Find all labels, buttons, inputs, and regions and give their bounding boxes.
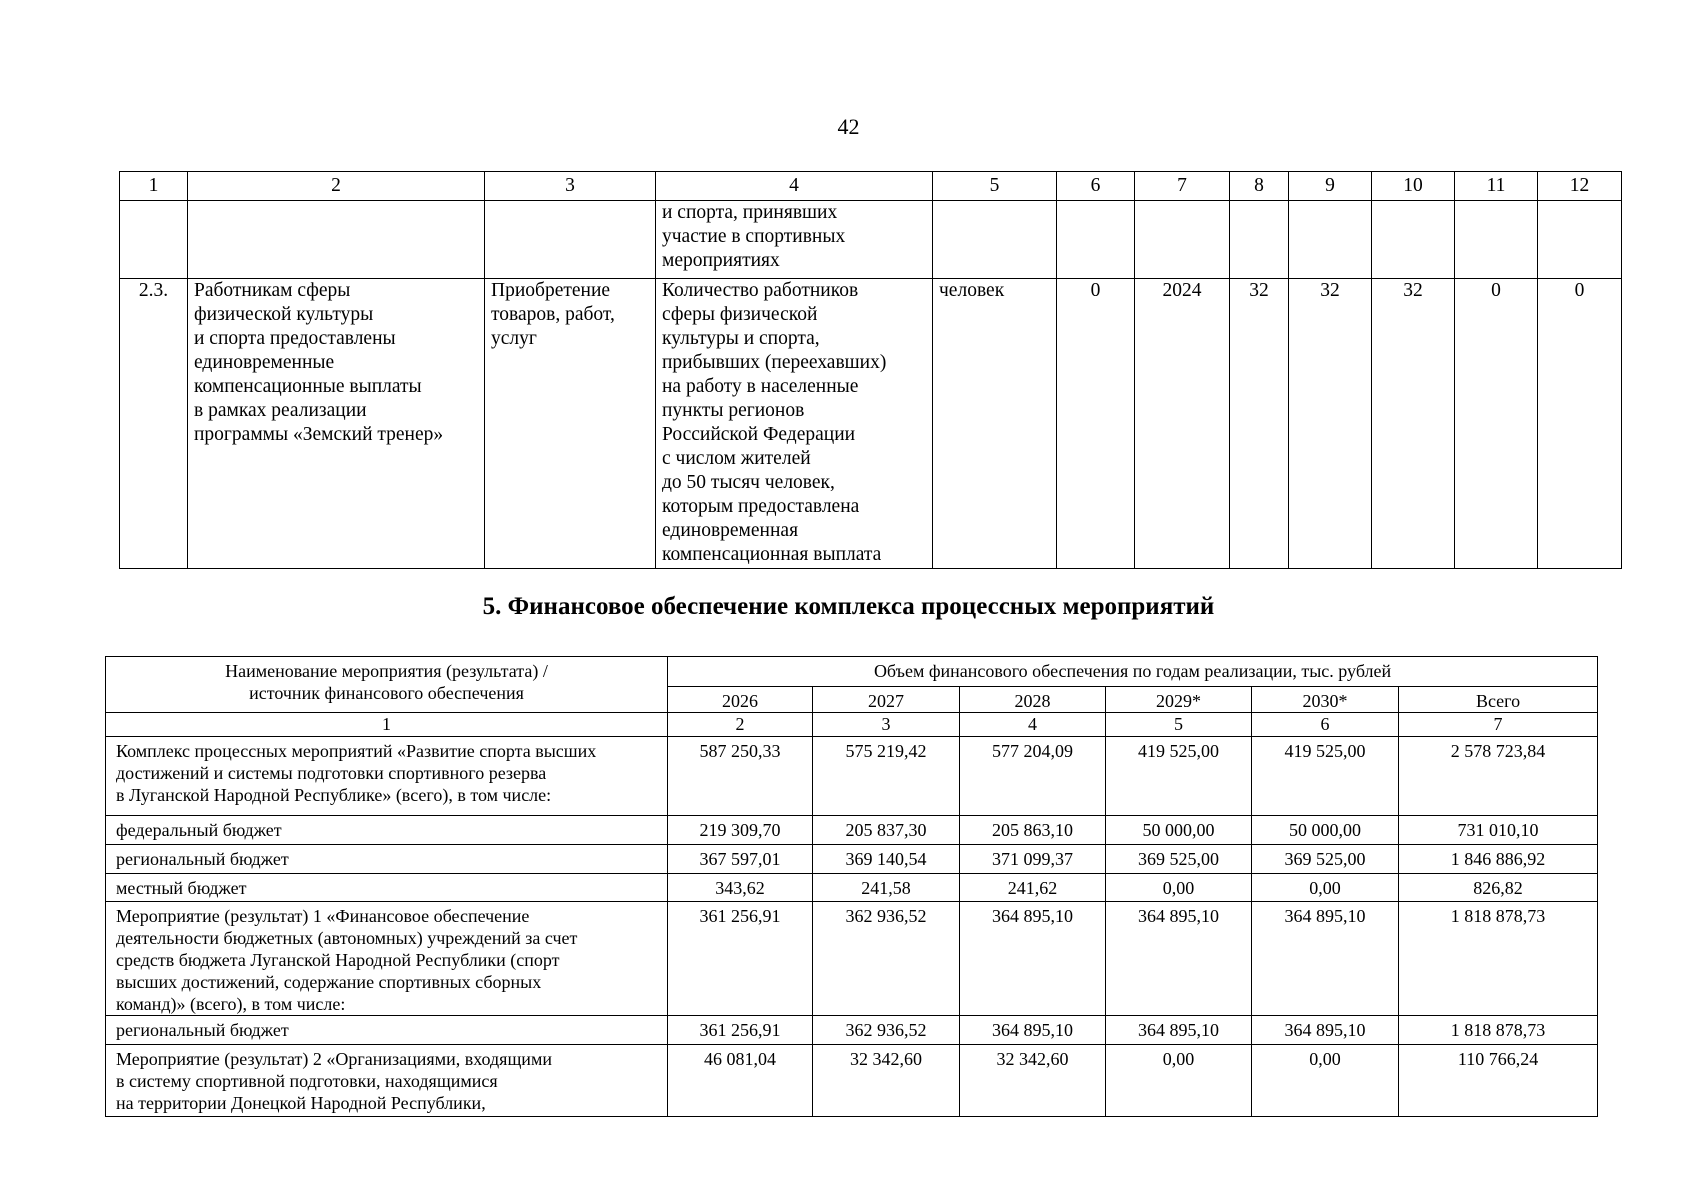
table-row bbox=[106, 1016, 1598, 1045]
value-cell: 0,00 bbox=[1252, 874, 1399, 902]
column-number: 3 bbox=[485, 172, 656, 201]
column-number: 2 bbox=[668, 713, 813, 737]
table-cell bbox=[1135, 201, 1230, 279]
table-cell bbox=[1538, 201, 1622, 279]
value-cell: 364 895,10 bbox=[1252, 1016, 1399, 1045]
column-number: 1 bbox=[120, 172, 188, 201]
year-cell: 2024 bbox=[1135, 279, 1230, 569]
column-number: 9 bbox=[1289, 172, 1372, 201]
total-header: Всего bbox=[1399, 687, 1598, 713]
table-cell bbox=[1057, 201, 1135, 279]
value-cell: 32 342,60 bbox=[813, 1045, 960, 1117]
indicator-cell: и спорта, принявших участие в спортивных мероприятиях bbox=[656, 201, 933, 279]
table-cell bbox=[120, 201, 188, 279]
year-header: 2030* bbox=[1252, 687, 1399, 713]
value-cell: 367 597,01 bbox=[668, 845, 813, 874]
value-cell: 205 863,10 bbox=[960, 816, 1106, 845]
column-number: 8 bbox=[1230, 172, 1289, 201]
column-number: 3 bbox=[813, 713, 960, 737]
column-number: 11 bbox=[1455, 172, 1538, 201]
table-cell bbox=[1230, 201, 1289, 279]
value-cell: 219 309,70 bbox=[668, 816, 813, 845]
total-cell: 731 010,10 bbox=[1399, 816, 1598, 845]
value-cell: 362 936,52 bbox=[813, 902, 960, 1016]
row-name: Комплекс процессных мероприятий «Развитие спорта высших достижений и системы подготовки спортивного резерва в Луганской Народной Республике» (всего), в том числе: bbox=[106, 737, 668, 816]
table-row bbox=[106, 737, 1598, 816]
value-cell: 0 bbox=[1057, 279, 1135, 569]
column-number: 4 bbox=[656, 172, 933, 201]
value-cell: 0,00 bbox=[1106, 1045, 1252, 1117]
table-cell bbox=[1372, 201, 1455, 279]
volume-header: Объем финансового обеспечения по годам реализации, тыс. рублей bbox=[668, 657, 1598, 687]
row-name: региональный бюджет bbox=[106, 1016, 668, 1045]
column-number: 6 bbox=[1252, 713, 1399, 737]
row-name: региональный бюджет bbox=[106, 845, 668, 874]
value-cell: 362 936,52 bbox=[813, 1016, 960, 1045]
column-number: 1 bbox=[106, 713, 668, 737]
task-cell: Работникам сферы физической культуры и спорта предоставлены единовременные компенсационные выплаты в рамках реализации программы «Земский тренер» bbox=[188, 279, 485, 569]
row-name: федеральный бюджет bbox=[106, 816, 668, 845]
row-name: Мероприятие (результат) 2 «Организациями, входящими в систему спортивной подготовки, находящимися на территории Донецкой Народной Республики, bbox=[106, 1045, 668, 1117]
value-cell: 419 525,00 bbox=[1252, 737, 1399, 816]
value-cell: 343,62 bbox=[668, 874, 813, 902]
year-header: 2027 bbox=[813, 687, 960, 713]
column-number-row bbox=[106, 713, 1598, 737]
value-cell: 361 256,91 bbox=[668, 902, 813, 1016]
value-cell: 587 250,33 bbox=[668, 737, 813, 816]
value-cell: 364 895,10 bbox=[960, 902, 1106, 1016]
value-cell: 575 219,42 bbox=[813, 737, 960, 816]
column-number: 10 bbox=[1372, 172, 1455, 201]
column-number-row bbox=[120, 172, 1622, 201]
column-number: 2 bbox=[188, 172, 485, 201]
value-cell: 419 525,00 bbox=[1106, 737, 1252, 816]
page-number: 42 bbox=[837, 114, 860, 139]
total-cell: 2 578 723,84 bbox=[1399, 737, 1598, 816]
name-header: Наименование мероприятия (результата) / источник финансового обеспечения bbox=[106, 657, 668, 713]
indicators-table bbox=[119, 171, 1622, 569]
table-cell bbox=[485, 201, 656, 279]
column-number: 6 bbox=[1057, 172, 1135, 201]
total-cell: 1 818 878,73 bbox=[1399, 902, 1598, 1016]
value-cell: 364 895,10 bbox=[1106, 902, 1252, 1016]
column-number: 7 bbox=[1135, 172, 1230, 201]
indicator-cell: Количество работников сферы физической культуры и спорта, прибывших (переехавших) на работу в населенные пункты регионов Российской Федерации с числом жителей до 50 тысяч человек, которым предоставлена единовременная компенсационная выплата bbox=[656, 279, 933, 569]
value-cell: 50 000,00 bbox=[1106, 816, 1252, 845]
value-cell: 241,58 bbox=[813, 874, 960, 902]
row-name: местный бюджет bbox=[106, 874, 668, 902]
year-header: 2028 bbox=[960, 687, 1106, 713]
value-cell: 32 bbox=[1230, 279, 1289, 569]
unit-cell: человек bbox=[933, 279, 1057, 569]
header-row bbox=[106, 657, 1598, 687]
value-cell: 0 bbox=[1455, 279, 1538, 569]
value-cell: 32 bbox=[1289, 279, 1372, 569]
table-row bbox=[106, 874, 1598, 902]
continuation-row bbox=[120, 201, 1622, 279]
type-cell: Приобретение товаров, работ, услуг bbox=[485, 279, 656, 569]
table-row bbox=[106, 1045, 1598, 1117]
value-cell: 46 081,04 bbox=[668, 1045, 813, 1117]
year-header: 2026 bbox=[668, 687, 813, 713]
value-cell: 32 bbox=[1372, 279, 1455, 569]
total-cell: 1 846 886,92 bbox=[1399, 845, 1598, 874]
column-number: 7 bbox=[1399, 713, 1598, 737]
table-cell bbox=[1455, 201, 1538, 279]
total-cell: 110 766,24 bbox=[1399, 1045, 1598, 1117]
value-cell: 369 525,00 bbox=[1106, 845, 1252, 874]
value-cell: 0 bbox=[1538, 279, 1622, 569]
value-cell: 50 000,00 bbox=[1252, 816, 1399, 845]
value-cell: 0,00 bbox=[1252, 1045, 1399, 1117]
value-cell: 364 895,10 bbox=[960, 1016, 1106, 1045]
column-number: 5 bbox=[1106, 713, 1252, 737]
value-cell: 0,00 bbox=[1106, 874, 1252, 902]
financing-table bbox=[105, 656, 1598, 1117]
value-cell: 205 837,30 bbox=[813, 816, 960, 845]
row-number: 2.3. bbox=[120, 279, 188, 569]
table-cell bbox=[933, 201, 1057, 279]
column-number: 4 bbox=[960, 713, 1106, 737]
section-title: 5. Финансовое обеспечение комплекса процессных мероприятий bbox=[482, 593, 1215, 620]
table-cell bbox=[188, 201, 485, 279]
total-cell: 1 818 878,73 bbox=[1399, 1016, 1598, 1045]
value-cell: 371 099,37 bbox=[960, 845, 1106, 874]
table-row bbox=[106, 845, 1598, 874]
value-cell: 364 895,10 bbox=[1106, 1016, 1252, 1045]
value-cell: 369 140,54 bbox=[813, 845, 960, 874]
table-row bbox=[106, 816, 1598, 845]
table-row bbox=[106, 902, 1598, 1016]
column-number: 12 bbox=[1538, 172, 1622, 201]
row-name: Мероприятие (результат) 1 «Финансовое обеспечение деятельности бюджетных (автономных) учреждений за счет средств бюджета Луганской Народной Республики (спорт высших достижений, содержание спортивных сборных команд)» (всего), в том числе: bbox=[106, 902, 668, 1016]
value-cell: 361 256,91 bbox=[668, 1016, 813, 1045]
value-cell: 577 204,09 bbox=[960, 737, 1106, 816]
value-cell: 32 342,60 bbox=[960, 1045, 1106, 1117]
column-number: 5 bbox=[933, 172, 1057, 201]
value-cell: 364 895,10 bbox=[1252, 902, 1399, 1016]
table-cell bbox=[1289, 201, 1372, 279]
value-cell: 369 525,00 bbox=[1252, 845, 1399, 874]
year-header: 2029* bbox=[1106, 687, 1252, 713]
table-row bbox=[120, 279, 1622, 569]
value-cell: 241,62 bbox=[960, 874, 1106, 902]
total-cell: 826,82 bbox=[1399, 874, 1598, 902]
